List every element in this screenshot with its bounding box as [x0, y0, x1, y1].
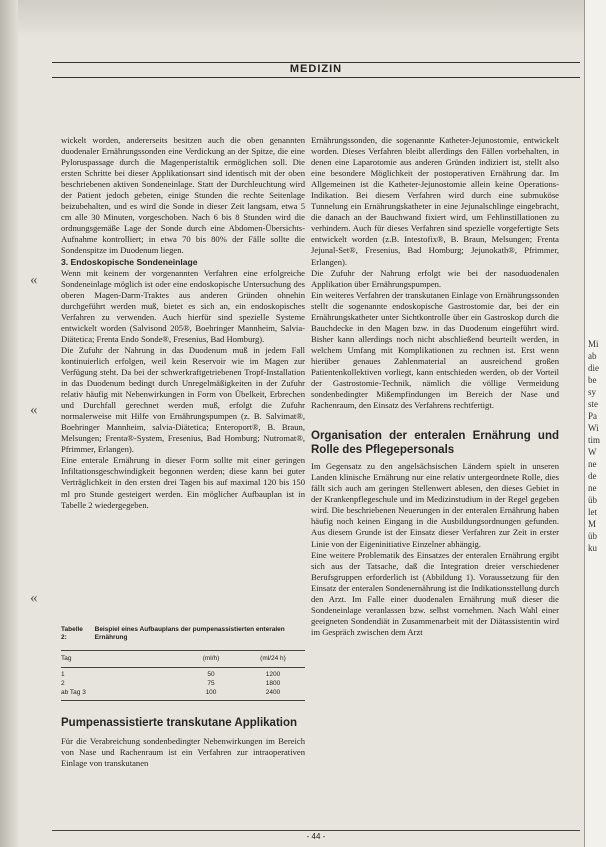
table-cell: 50: [207, 671, 215, 678]
paragraph: Im Gegensatz zu den angelsächsischen Ländern spielt in unseren Landen klinische Ernährung nur eine relativ untergeordnete Rolle, dies fällt sich auch am geringen Stellenwert ablesen, den dieses Gebiet in der Krankenpflegeschule und im Medizinstudium in der Regel gegeben wird. Die beschriebenen Neuerungen in der enteralen Ernährung haben häufig noch keinen Eingang in die Ausbildungsordnungen gefunden. Aus diesem Grunde ist der Einsatz dieser Verfahren zur Zeit in erster Linie von der Eigeninitiative Einzelner abhängig.: [311, 461, 559, 549]
page-header-title: MEDIZIN: [289, 63, 343, 75]
section-heading: Organisation der enteralen Ernährung und Rolle des Pflegepersonals: [311, 430, 559, 457]
paragraph: Ein weiteres Verfahren der transkutanen Einlage von Ernährungssonden stellt die sogenannte endoskopische Gastrostomie dar, bei der ein Ernährungskatheter unter Sichtkontrolle über ein Gastroskop durch die Bauchdecke in den Magen bzw. in das Duodenum eingeführt wird. Bisher kann allerdings noch nicht abschließend beurteilt werden, in welchem Umfang mit Komplikationen zu rechnen ist. Erst wenn hierüber genaues Zahlenmaterial an ausreichend großen Patientenkollektiven vorliegt, kann entschieden werden, ob der Vorteil der Gastrostomie-Technik, nämlich die völlige Vermeidung sondenbedingter Mißempfindungen im Bereich der Nase und Rachenraum, den Einsatz des Verfahrens rechtfertigt.: [311, 289, 559, 411]
paragraph: Wenn mit keinem der vorgenannten Verfahren eine erfolgreiche Sondeneinlage möglich ist oder eine endoskopische Untersuchung des oberen Magen-Darm-Traktes aus anderen Gründen ohnehin durchgeführt werden muß, bietet es sich an, ein endoskopisches Verfahren zu verwenden. Auch hierfür sind spezielle Systeme entwickelt worden (Salvisond 205®, Boehringer Mannheim, Salvia-Diätetica; Frenta Endo Sonde®, Fresenius, Bad Homburg).: [61, 267, 305, 344]
adjacent-page-fragment: ne: [588, 459, 597, 469]
right-column: [311, 135, 559, 638]
table-rule: [61, 700, 305, 701]
adjacent-page-fragment: Pa: [588, 411, 597, 421]
table-cell: 75: [207, 680, 215, 687]
table-header-cell: (ml/24 h): [260, 655, 286, 662]
subheading: 3. Endoskopische Sondeneinlage: [61, 256, 198, 267]
table-cell: 100: [205, 689, 217, 696]
nutrition-schedule-table: [61, 626, 305, 701]
table-header-cell: Tag: [61, 655, 72, 662]
adjacent-page-fragment: let: [588, 507, 597, 517]
margin-pen-mark: «: [30, 272, 38, 288]
left-section: [61, 716, 305, 769]
paragraph: Eine weitere Problematik des Einsatzes der enteralen Ernährung ergibt sich aus der Tatsache, daß die Integration dreier verschiedener Berufsgruppen erforderlich ist (Abbildung 1). Voraussetzung für den Einsatz der enteralen Sondenernährung ist die Indikationsstellung durch den Arzt. Im Falle einer duodenalen Ernährung muß dieser die Sondeneinlage veranlassen bzw. selbst vornehmen. Nach Wahl einer geeigneten Sondendiät in Zusammenarbeit mit der Diätassistentin wird im Gespräch zwischen dem Arzt: [311, 549, 559, 637]
table-caption-text: Beispiel eines Aufbauplans der pumpenassistierten enteralen Ernährung: [94, 626, 285, 641]
paragraph: Die Zufuhr der Nahrung in das Duodenum muß in jedem Fall kontinuierlich erfolgen, weil kein Reservoir wie im Magen zur Verfügung steht. Da bei der schwerkraftgetriebenen Tropf-Installation in das Duodenum bedingt durch Unregelmäßigkeiten in der Zufuhr relativ häufig mit Nebenwirkungen in Form von Übelkeit, Erbrechen und Durchfall gerechnet werden muß, erfolgt die Zufuhr normalerweise mit Hilfe von Ernährungspumpen (z. B. Salvimat®, Boehringer Mannheim, salvia-Diätetica; Enteroport®, B. Braun, Melsungen; Frenta®-System, Fresenius, Bad Homburg; Nutromat®, Pfrimmer, Erlangen).: [61, 344, 305, 455]
adjacent-page-fragment: M: [588, 519, 597, 529]
table-cell: 1200: [265, 671, 281, 678]
adjacent-page-fragment: tim: [588, 435, 601, 445]
adjacent-page-fragment: üb: [588, 495, 597, 505]
table-cell: 2400: [265, 689, 281, 696]
margin-pen-mark: «: [30, 402, 38, 418]
adjacent-page-fragment: Wi: [588, 423, 599, 433]
adjacent-page-fragment: ab: [588, 351, 597, 361]
paragraph: Die Zufuhr der Nahrung erfolgt wie bei der nasoduodenalen Applikation über Ernährungspumpen.: [311, 267, 559, 289]
table-cell: 1800: [265, 680, 281, 687]
table-header-cell: (ml/h): [202, 655, 220, 662]
left-column: [61, 135, 305, 511]
table-cell: 2: [61, 680, 65, 687]
adjacent-page-fragment: üb: [588, 531, 597, 541]
table-row: [61, 671, 305, 680]
table-cell: ab Tag 3: [61, 689, 86, 696]
footer-rule: [52, 830, 580, 831]
scan-shadow-left: [0, 0, 18, 847]
section-heading: Pumpenassistierte transkutane Applikation: [61, 717, 298, 729]
adjacent-page-fragment: ku: [588, 543, 597, 553]
paragraph: wickelt worden, andererseits besitzen auch die oben genannten duodenaler Ernährungssonden eine Verdickung an der Spitze, die eine Pyloruspassage durch die Magenperistaltik ermöglichen soll. Die ersten Schritte bei dieser Applikationsart sind identisch mit der oben beschriebenen aktiven Sondeneinlage. Statt der Durchleuchtung wird der Patient jedoch gebeten, einige Stunden die rechte Seitenlage beizubehalten, und es wird die Sonde in dieser Zeit langsam, etwa 5 cm alle 30 Minuten, vorgeschoben. Nach 6 bis 8 Stunden wird die ordnungsgemäße Lage der Sonde durch eine Abdomen-Übersichts-Aufnahme kontrolliert; in etwa 70 bis 80% der Fälle sollte die Sondenspitze im Duodenum liegen.: [61, 135, 305, 256]
adjacent-page-fragment: die: [588, 363, 599, 373]
table-rule: [61, 650, 305, 651]
table-row: [61, 689, 305, 698]
adjacent-page-fragment: Mi: [588, 339, 599, 349]
adjacent-page-fragment: sy: [588, 387, 597, 397]
margin-pen-mark: «: [30, 590, 38, 606]
adjacent-page-fragment: de: [588, 471, 597, 481]
adjacent-page-fragment: ste: [588, 399, 598, 409]
table-caption: [61, 626, 305, 642]
table-caption-label: Tabelle 2:: [61, 626, 83, 641]
adjacent-page-fragments: [585, 0, 606, 554]
paragraph: Für die Verabreichung sondenbedingter Nebenwirkungen im Bereich von Nase und Rachenraum ist ein Verfahren zur intraoperativen Einlage von transkutanen: [61, 736, 305, 769]
adjacent-page-fragment: W: [588, 447, 597, 457]
paragraph: Ernährungssonden, die sogenannte Katheter-Jejunostomie, entwickelt worden. Dieses Verfahren bleibt allerdings den Fällen vorbehalten, in denen eine Laparotomie aus anderen Gründen indiziert ist, stellt also eine besondere Möglichkeit der postoperativen Ernährung dar. Im Allgemeinen ist die Katheter-Jejunostomie allein keine Operations-Indikation. Bei diesem Verfahren wird durch eine submuköse Tunnelung ein Ernährungskatheter in eine Jejunalschlinge eingebracht, die danach an der Bauchwand fixiert wird, um Fehlinstillationen zu verhindern. Auch für dieses Verfahren sind spezielle vorgefertigte Sets entwickelt worden (z.B. Intestofix®, B. Braun, Melsungen; Frenta Jejunal-Set®, Fresenius, Bad Homburg; Jejunokath®, Pfrimmer, Erlangen).: [311, 135, 559, 267]
table-header-row: [61, 655, 305, 664]
table-row: [61, 680, 305, 689]
table-rule: [61, 667, 305, 668]
page-number: - 44 -: [306, 832, 326, 841]
paragraph: Eine enterale Ernährung in dieser Form sollte mit einer geringen Infiltationsgeschwindigkeit begonnen werden; diese kann bei guter Verträglichkeit in den ersten drei Tagen bis auf maximal 120 bis 150 ml pro Stunde gesteigert werden. Ein möglicher Aufbauplan ist in Tabelle 2 wiedergegeben.: [61, 455, 305, 510]
table-cell: 1: [61, 671, 65, 678]
adjacent-page-edge: [584, 0, 606, 847]
adjacent-page-fragment: ne: [588, 483, 597, 493]
scan-shadow-top: [0, 0, 606, 40]
adjacent-page-fragment: be: [588, 375, 597, 385]
